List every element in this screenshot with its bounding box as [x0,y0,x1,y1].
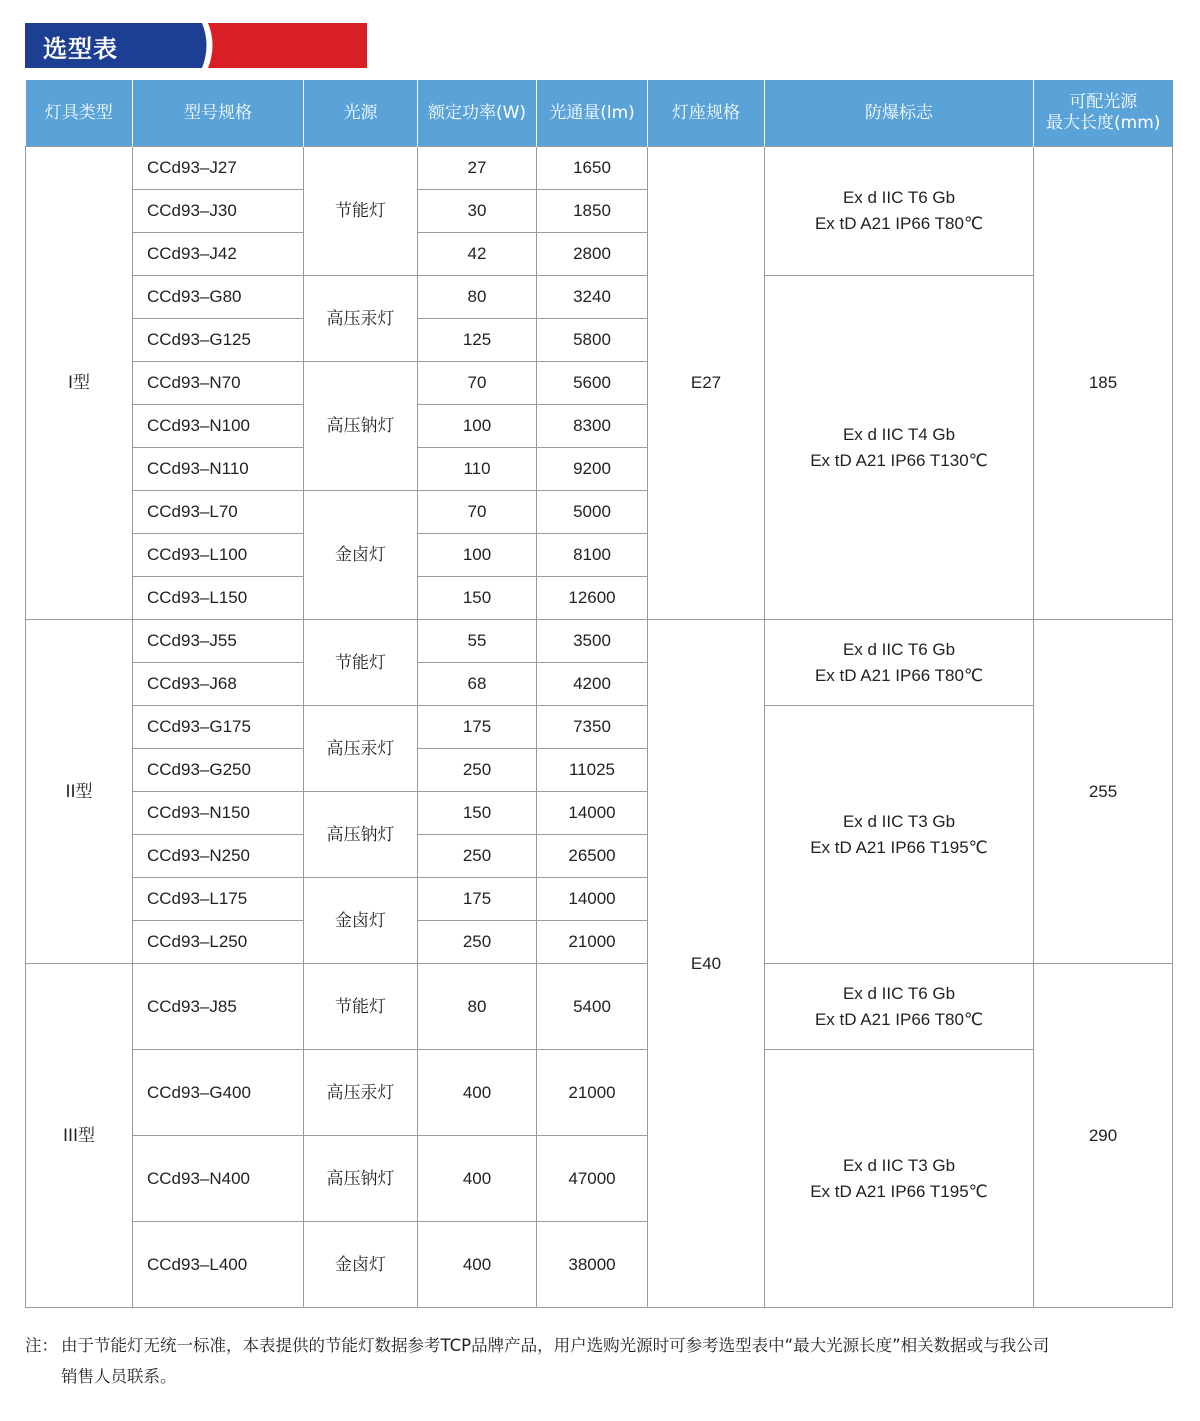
power-cell: 100 [418,534,537,577]
flux-cell: 2800 [537,233,648,276]
power-cell: 80 [418,276,537,319]
power-cell: 42 [418,233,537,276]
page-title: 选型表 [43,35,118,63]
source-cell: 高压汞灯 [304,1050,418,1136]
exmark-cell [765,964,1034,1050]
table-row [26,620,1173,663]
exmark-line2: Ex tD A21 IP66 T80℃ [814,214,984,233]
model-cell: CCd93–G125 [133,319,304,362]
model-cell: CCd93–L400 [133,1222,304,1308]
model-cell: CCd93–J27 [133,147,304,190]
model-cell: CCd93–L100 [133,534,304,577]
header-maxlen [1034,80,1173,147]
exmark-cell [765,706,1034,964]
flux-cell: 1850 [537,190,648,233]
power-cell: 150 [418,792,537,835]
source-cell: 金卤灯 [304,878,418,964]
section-title-banner [25,23,367,68]
flux-cell: 4200 [537,663,648,706]
model-cell: CCd93–G80 [133,276,304,319]
header-flux: 光通量(lm) [537,80,648,147]
model-cell: CCd93–J30 [133,190,304,233]
flux-cell: 21000 [537,1050,648,1136]
flux-cell: 5400 [537,964,648,1050]
header-socket: 灯座规格 [648,80,765,147]
power-cell: 250 [418,749,537,792]
footnote-line2: 销售人员联系。 [61,1367,177,1386]
exmark-line1: Ex d IIC T4 Gb [842,424,956,444]
source-cell: 节能灯 [304,620,418,706]
flux-cell: 3500 [537,620,648,663]
power-cell: 70 [418,362,537,405]
flux-cell: 5000 [537,491,648,534]
model-cell: CCd93–L175 [133,878,304,921]
power-cell: 250 [418,835,537,878]
maxlen-cell: 255 [1034,620,1173,964]
exmark-line2: Ex tD A21 IP66 T195℃ [810,837,988,857]
model-cell: CCd93–L70 [133,491,304,534]
model-cell: CCd93–L250 [133,921,304,964]
model-cell: CCd93–N70 [133,362,304,405]
header-model: 型号规格 [133,80,304,147]
header-maxlen-line2: 最大长度(mm) [1046,113,1161,133]
model-cell: CCd93–J68 [133,663,304,706]
header-source: 光源 [304,80,418,147]
model-cell: CCd93–J85 [133,964,304,1050]
source-cell: 节能灯 [304,964,418,1050]
power-cell: 250 [418,921,537,964]
type-cell: I型 [26,147,133,620]
exmark-line2: Ex tD A21 IP66 T80℃ [814,665,984,685]
flux-cell: 5800 [537,319,648,362]
power-cell: 100 [418,405,537,448]
flux-cell: 1650 [537,147,648,190]
flux-cell: 8300 [537,405,648,448]
model-cell: CCd93–N150 [133,792,304,835]
maxlen-cell: 185 [1034,147,1173,620]
power-cell: 70 [418,491,537,534]
flux-cell: 9200 [537,448,648,491]
exmark-cell [765,1050,1034,1308]
flux-cell: 38000 [537,1222,648,1308]
table-header-row [26,80,1173,147]
model-cell: CCd93–J55 [133,620,304,663]
model-cell: CCd93–J42 [133,233,304,276]
flux-cell: 14000 [537,792,648,835]
model-cell: CCd93–G400 [133,1050,304,1136]
exmark-line1: Ex d IIC T6 Gb [842,983,956,1003]
flux-cell: 21000 [537,921,648,964]
flux-cell: 47000 [537,1136,648,1222]
power-cell: 400 [418,1222,537,1308]
source-cell: 高压钠灯 [304,1136,418,1222]
exmark-cell [765,620,1034,706]
exmark-line1: Ex d IIC T6 Gb [842,188,956,207]
socket-cell: E27 [648,147,765,620]
footnote [25,1330,1175,1392]
flux-cell: 3240 [537,276,648,319]
power-cell: 400 [418,1136,537,1222]
table-row [26,964,1173,1050]
exmark-line1: Ex d IIC T6 Gb [842,639,956,659]
power-cell: 175 [418,706,537,749]
model-cell: CCd93–G175 [133,706,304,749]
flux-cell: 12600 [537,577,648,620]
maxlen-cell: 290 [1034,964,1173,1308]
flux-cell: 14000 [537,878,648,921]
flux-cell: 8100 [537,534,648,577]
power-cell: 80 [418,964,537,1050]
power-cell: 55 [418,620,537,663]
exmark-line2: Ex tD A21 IP66 T195℃ [810,1181,988,1201]
power-cell: 110 [418,448,537,491]
flux-cell: 26500 [537,835,648,878]
footnote-label: 注： [25,1336,58,1355]
source-cell: 金卤灯 [304,1222,418,1308]
table-row [26,706,1173,749]
exmark-line1: Ex d IIC T3 Gb [842,1155,956,1175]
source-cell: 金卤灯 [304,491,418,620]
header-type: 灯具类型 [26,80,133,147]
table-row [26,276,1173,319]
table-row [26,147,1173,190]
source-cell: 高压汞灯 [304,276,418,362]
exmark-cell [765,276,1034,620]
power-cell: 125 [418,319,537,362]
flux-cell: 5600 [537,362,648,405]
exmark-cell [765,147,1034,276]
model-cell: CCd93–L150 [133,577,304,620]
source-cell: 节能灯 [304,147,418,276]
socket-cell: E40 [648,620,765,1308]
model-cell: CCd93–N100 [133,405,304,448]
model-cell: CCd93–N400 [133,1136,304,1222]
footnote-body [61,1330,1175,1392]
power-cell: 175 [418,878,537,921]
power-cell: 30 [418,190,537,233]
type-cell: III型 [26,964,133,1308]
power-cell: 400 [418,1050,537,1136]
model-cell: CCd93–G250 [133,749,304,792]
header-maxlen-line1: 可配光源 [1069,92,1138,112]
header-exmark: 防爆标志 [765,80,1034,147]
power-cell: 150 [418,577,537,620]
type-cell: II型 [26,620,133,964]
power-cell: 27 [418,147,537,190]
source-cell: 高压钠灯 [304,792,418,878]
source-cell: 高压汞灯 [304,706,418,792]
table-row [26,1050,1173,1136]
model-cell: CCd93–N250 [133,835,304,878]
exmark-line1: Ex d IIC T3 Gb [842,811,956,831]
exmark-line2: Ex tD A21 IP66 T80℃ [814,1009,984,1029]
power-cell: 68 [418,663,537,706]
exmark-line2: Ex tD A21 IP66 T130℃ [810,450,988,470]
header-power: 额定功率(W) [418,80,537,147]
flux-cell: 7350 [537,706,648,749]
source-cell: 高压钠灯 [304,362,418,491]
model-cell: CCd93–N110 [133,448,304,491]
selection-table [25,80,1173,1308]
flux-cell: 11025 [537,749,648,792]
footnote-line1: 由于节能灯无统一标准，本表提供的节能灯数据参考TCP品牌产品，用户选购光源时可参考选型表中“最大光源长度”相关数据或与我公司 [61,1336,1050,1355]
